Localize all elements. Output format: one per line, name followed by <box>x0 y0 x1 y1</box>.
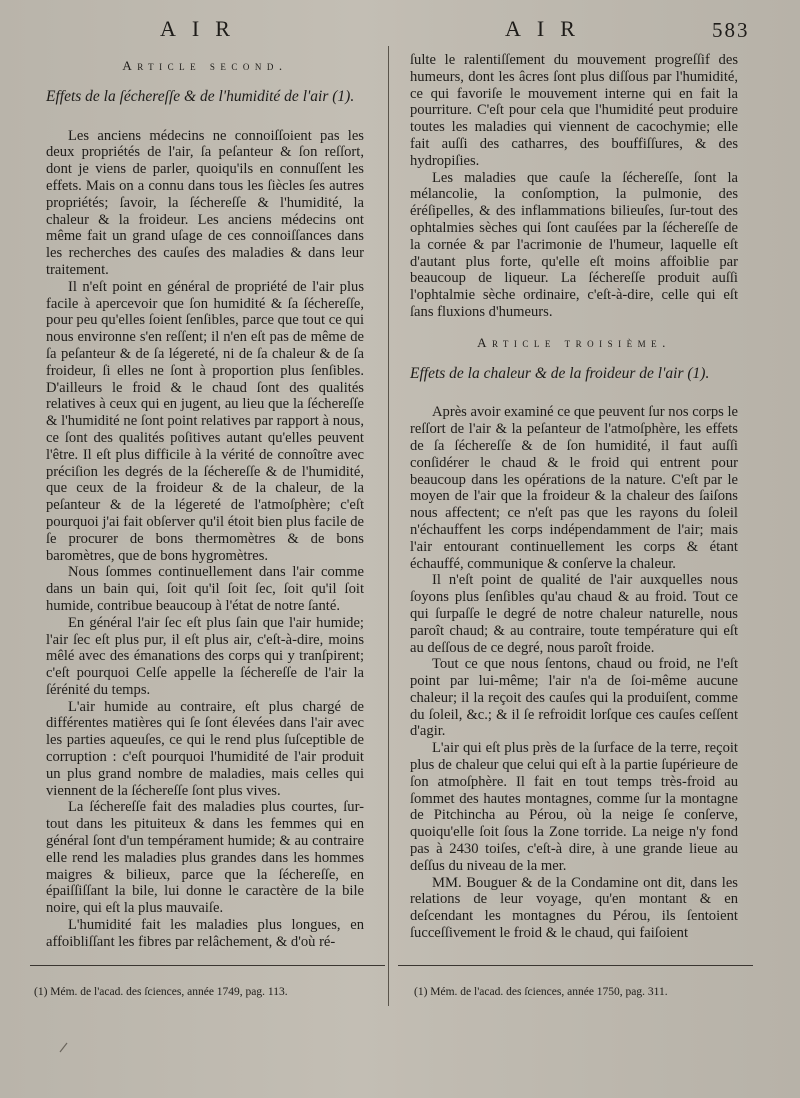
paragraph: ſulte le ralentiſſement du mouvement progreſſif des humeurs, dont les âcres ſont plus diſſous par l'humidité, ce qui favoriſe le mouvement interne qui en fait la pourriture. C'eſt pour cela que l'humidité peut produire toutes les maladies qui viennent de cacochymie; elle fait auſſi des catharres, des bouffiſſures, & des hydropiſies. <box>410 52 738 169</box>
paragraph: Tout ce que nous ſentons, chaud ou froid, ne l'eſt point par lui-même; l'air n'a de ſoi-même aucune chaleur; il la reçoit des cauſes qui la produiſent, comme du ſoleil, &c.; & il ſe refroidit lorſque ces cauſes ceſſent d'agir. <box>410 656 738 740</box>
paragraph: MM. Bouguer & de la Condamine ont dit, dans les relations de leur voyage, qu'en montant & en deſcendant les montagnes du Pérou, ils ſentoient ſucceſſivement le froid & le chaud, qui faiſoient <box>410 874 738 942</box>
paragraph: L'air qui eſt plus près de la ſurface de la terre, reçoit plus de chaleur que celui qui eſt à la partie ſupérieure de ſon atmoſphère. Il fait en tout temps très-froid au ſommet des hautes montagnes, comme ſur la montagne de Pitchincha au Pérou, où la neige ſe conſerve, quoiqu'elle ſoit ſous la Zone torride. La neige n'y fond pas à 2430 toiſes, c'eſt-à dire, à une grande lieue au deſſus du niveau de la mer. <box>410 740 738 874</box>
left-column <box>46 52 364 951</box>
paragraph: Les anciens médecins ne connoiſſoient pas les deux propriétés de l'air, ſa peſanteur & ſon reſſort, dont je viens de parler, quoiqu'ils en connuſſent les effets. Mais on a connu dans tous les ſiècles ſes autres propriétés; ſavoir, la ſéchereſſe & l'humidité, la chaleur & la froideur. Les anciens médecins ont même fait un grand uſage de ces connoiſſances dans les recherches des cauſes des maladies & dans leur traitement. <box>46 127 364 278</box>
footnote: (1) Mém. de l'acad. des ſciences, année 1749, pag. 113. <box>34 986 288 998</box>
paragraph: La ſéchereſſe fait des maladies plus courtes, ſur-tout dans les pituiteux & dans les femmes qui en général ſont d'un tempérament humide; & au contraire elle rend les maladies plus grandes dans les hommes maigres & bilieux, parce que la ſéchereſſe, en épaiſſiſſant la bile, lui donne le caractère de la bile noire, qui eſt la plus mauvaiſe. <box>46 799 364 917</box>
article-title: Effets de la chaleur & de la froideur de l'air (1). <box>410 364 710 382</box>
running-head-right: AIR <box>505 16 591 41</box>
article-heading: Article second. <box>122 58 288 73</box>
ink-mark-icon <box>58 1040 70 1054</box>
footnote-rule <box>30 965 385 966</box>
page-number: 583 <box>712 18 750 42</box>
paragraph: Après avoir examiné ce que peuvent ſur nos corps le reſſort de l'air & la peſanteur de l'atmoſphère, les effets de ſa ſéchereſſe & de ſon humidité, il faut auſſi conſidérer le chaud & le froid qui entrent pour beaucoup dans les opérations de la nature. C'eſt par le moyen de l'air que la froideur & la chaleur des ſaiſons nous affectent; ce n'eſt pas que les rayons du ſoleil n'échauffent les corps indépendamment de l'air; mais l'air entourant continuellement les corps & étant échauffé, communique & conſerve la chaleur. <box>410 404 738 572</box>
paragraph: Il n'eſt point en général de propriété de l'air plus facile à apercevoir que ſon humidité & ſa ſéchereſſe, pour peu qu'elles ſoient ſenſibles, parce que tout ce qui nous environne s'en reſſent; il n'en eſt pas de même de ſa peſanteur & de ſa légereté, ni de ſa chaleur & de ſa froideur, ſi elles ne ſont à proportion plus ſenſibles. D'ailleurs le froid & le chaud ſont des qualités relatives à ceux qui en jugent, au lieu que la ſéchereſſe & l'humidité ne ſont point relatives par rapport à nous, ce ſont des qualités poſitives autant qu'elles peuvent l'être. Il eſt plus difficile à la vérité de connoître avec préciſion les degrés de la ſéchereſſe & de l'humidité, que ceux de la froideur & de la chaleur, de la peſanteur & de la légereté de l'atmoſphère; c'eſt pourquoi j'ai fait obſerver qu'il étoit bien plus facile de ſe procurer de bons thermomètres & de bons baromètres, que de bons hygromètres. <box>46 278 364 564</box>
running-head-left: AIR <box>160 16 246 41</box>
article-heading: Article troisième. <box>477 334 671 350</box>
footnote: (1) Mém. de l'acad. des ſciences, année 1750, pag. 311. <box>414 986 668 998</box>
paragraph: Les maladies que cauſe la ſéchereſſe, ſont la mélancolie, la conſomption, la pulmonie, des éréſipelles, & des inflammations bilieuſes, ſur-tout des ophtalmies sèches qui ſont cauſées par la ſéchereſſe de la cornée & par l'acrimonie de l'humeur, laquelle eſt d'autant plus forte, qu'elle eſt moins affoiblie par beaucoup de liqueur. La ſéchereſſe produit auſſi l'ophtalmie sèche ordinaire, c'eſt-à-dire, celle qui eſt ſans fluxions d'humeurs. <box>410 169 738 320</box>
column-divider <box>388 46 389 1006</box>
footnote-rule <box>398 965 753 966</box>
paragraph: En général l'air ſec eſt plus ſain que l'air humide; l'air ſec eſt plus pur, il eſt plus air, c'eſt-à-dire, moins mêlé avec des émanations des corps qui y tranſpirent; c'eſt pourquoi Celſe appelle la ſéchereſſe de l'air la ſérénité du temps. <box>46 614 364 698</box>
paragraph: Nous ſommes continuellement dans l'air comme dans un bain qui, ſoit qu'il ſoit ſec, ſoit qu'il ſoit humide, contribue beaucoup à l'état de notre ſanté. <box>46 564 364 614</box>
paragraph: Il n'eſt point de qualité de l'air auxquelles nous ſoyons plus ſenſibles qu'au chaud & au froid. Tout ce qui ſurpaſſe le degré de notre chaleur naturelle, nous paroît chaud; & au contraire, toute température qui eſt au deſſous de ce degré, nous paroît froide. <box>410 572 738 656</box>
article-title: Effets de la ſéchereſſe & de l'humidité de l'air (1). <box>46 87 355 105</box>
paragraph: L'air humide au contraire, eſt plus chargé de différentes matières qui ſe ſont élevées dans l'air avec les parties aqueuſes, ce qui le rend plus ſuſceptible de corruption : c'eſt pourquoi l'humidité de l'air produit un plus grand nombre de maladies, mais celles qui viennent de la ſéchereſſe ſont plus vives. <box>46 698 364 799</box>
paragraph: L'humidité fait les maladies plus longues, en affoibliſſant les fibres par relâchement, & d'où ré- <box>46 917 364 950</box>
right-column <box>410 52 738 942</box>
